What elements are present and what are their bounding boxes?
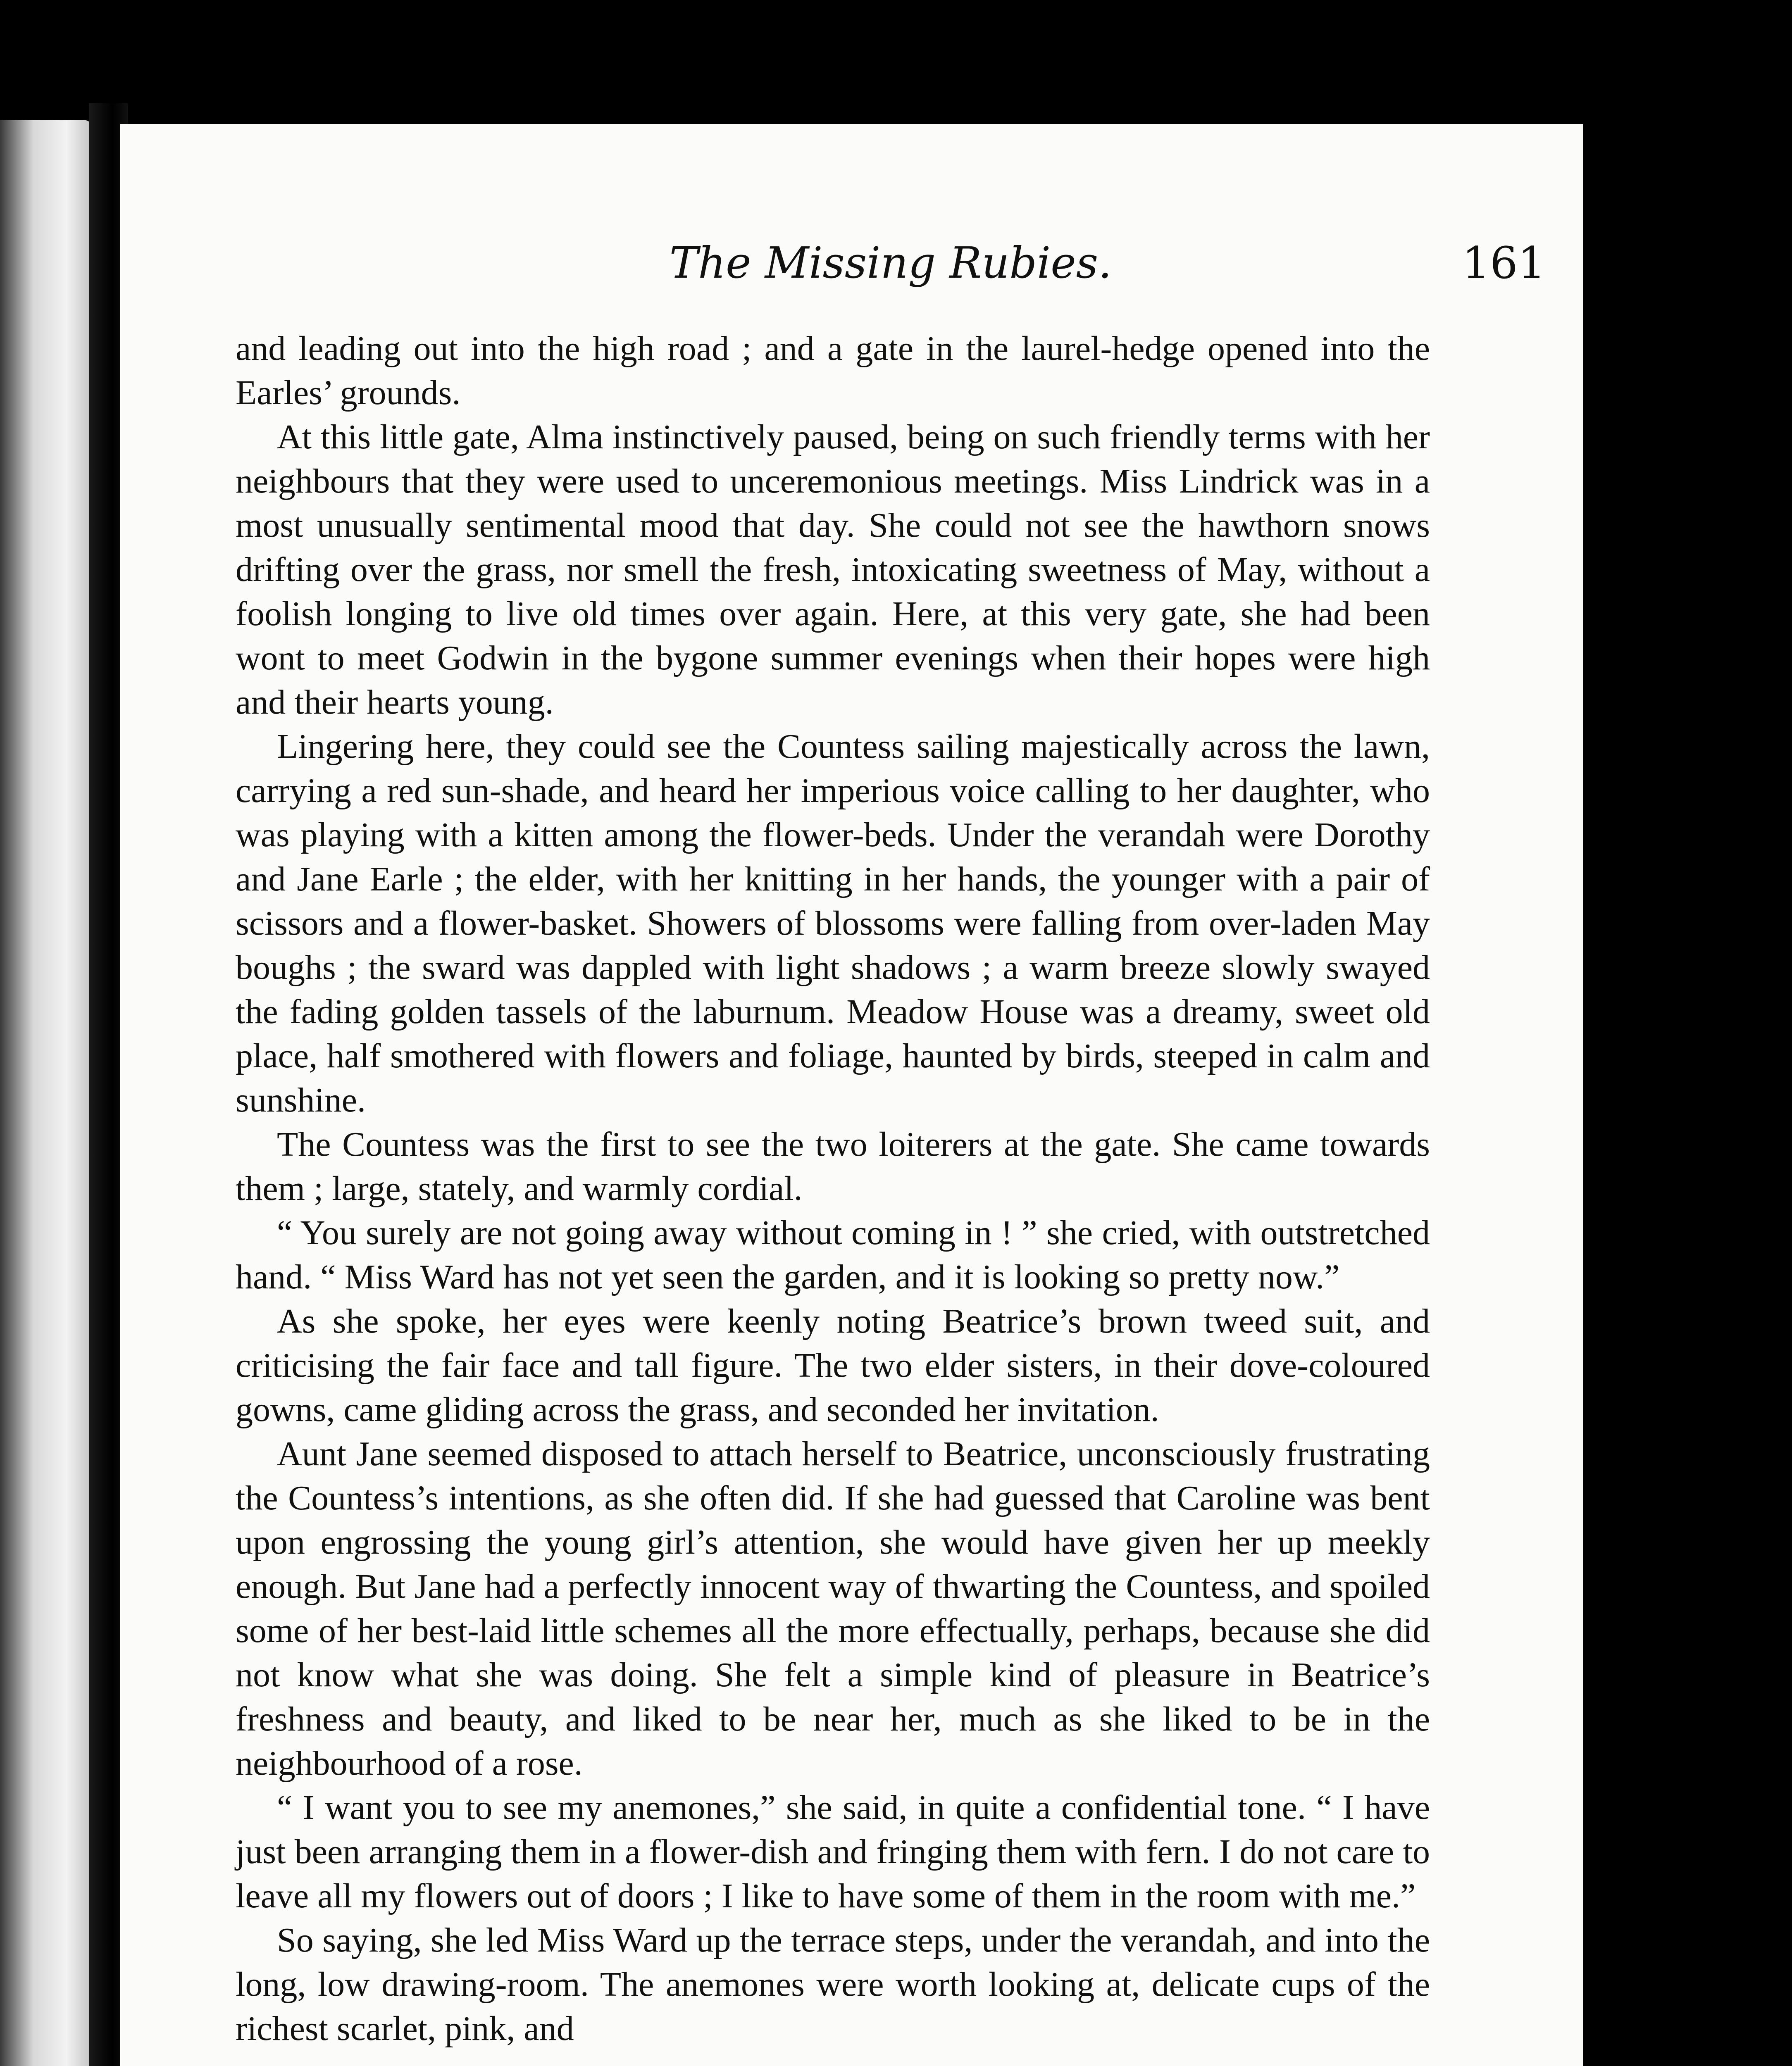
paragraph: So saying, she led Miss Ward up the terrace steps, under the verandah, and into the long, low drawing-room. The anemones were worth looking at, delicate cups of the richest scarlet, pink, and <box>236 1921 1430 2048</box>
paragraph: “ I want you to see my anemones,” she said, in quite a confidential tone. “ I have just been arranging them in a flower-dish and fringing them with fern. I do not care to leave all my flowers out of doors ; I like to have some of them in the room with me.” <box>236 1788 1430 1915</box>
left-page-edge <box>0 120 95 2066</box>
paragraph: Lingering here, they could see the Countess sailing majestically across the lawn, carrying a red sun-shade, and heard her imperious voice calling to her daughter, who was playing with a kitten among the flower-beds. Under the verandah were Dorothy and Jane Earle ; the elder, with her knitting in her hands, the younger with a pair of scissors and a flower-basket. Showers of blossoms were falling from over-laden May boughs ; the sward was dappled with light shadows ; a warm breeze slowly swayed the fading golden tassels of the laburnum. Meadow House was a dreamy, sweet old place, half smothered with flowers and foliage, haunted by birds, steeped in calm and sunshine. <box>236 727 1430 1119</box>
paragraph: As she spoke, her eyes were keenly noting Beatrice’s brown tweed suit, and criticising the fair face and tall figure. The two elder sisters, in their dove-coloured gowns, came gliding across the grass, and seconded her invitation. <box>236 1302 1430 1429</box>
paragraph: “ You surely are not going away without coming in ! ” she cried, with outstretched hand. “ Miss Ward has not yet seen the garden, and it is looking so pretty now.” <box>236 1214 1430 1296</box>
body-text <box>236 326 1430 2051</box>
paragraph: and leading out into the high road ; and a gate in the laurel-hedge opened into the Earles’ grounds. <box>236 329 1430 412</box>
paragraph: The Countess was the first to see the two loiterers at the gate. She came towards them ; large, stately, and warmly cordial. <box>236 1125 1430 1208</box>
running-title: The Missing Rubies. <box>669 238 1112 288</box>
page-header <box>236 238 1546 308</box>
paragraph: Aunt Jane seemed disposed to attach herself to Beatrice, unconsciously frustrating the Countess’s intentions, as she often did. If she had guessed that Caroline was bent upon engrossing the young girl’s attention, she would have given her up meekly enough. But Jane had a perfectly innocent way of thwarting the Countess, and spoiled some of her best-laid little schemes all the more effectually, perhaps, because she did not know what she was doing. She felt a simple kind of pleasure in Beatrice’s freshness and beauty, and liked to be near her, much as she liked to be in the neighbourhood of a rose. <box>236 1435 1430 1783</box>
book-page <box>120 124 1583 2066</box>
paragraph: At this little gate, Alma instinctively paused, being on such friendly terms with her neighbours that they were used to unceremonious meetings. Miss Lindrick was in a most unusually sentimental mood that day. She could not see the hawthorn snows drifting over the grass, nor smell the fresh, intoxicating sweetness of May, without a foolish longing to live old times over again. Here, at this very gate, she had been wont to meet Godwin in the bygone summer evenings when their hopes were high and their hearts young. <box>236 418 1430 721</box>
page-number: 161 <box>1462 238 1546 288</box>
